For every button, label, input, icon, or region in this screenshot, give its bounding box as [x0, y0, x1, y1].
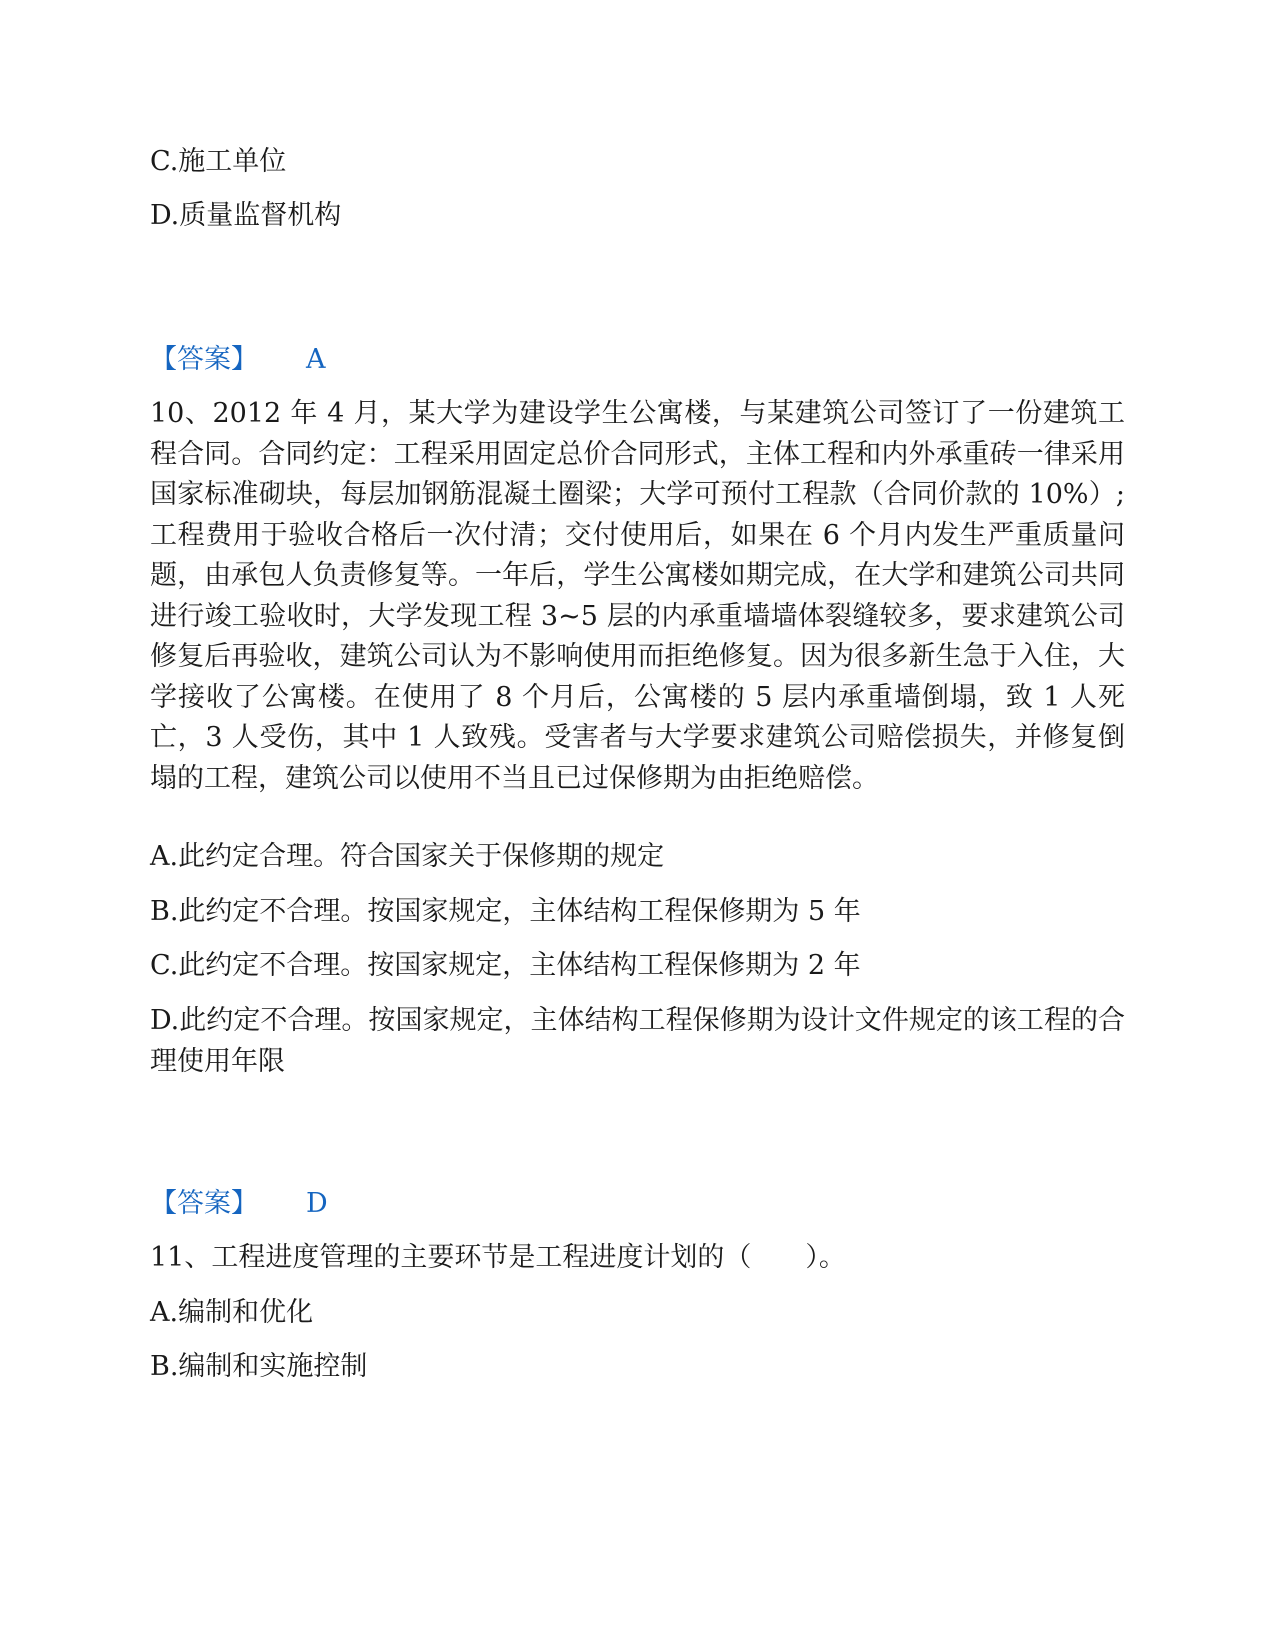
answer-tag: 【答案】: [150, 344, 258, 375]
answer-tag: 【答案】: [150, 1188, 258, 1219]
option-c-prev: C.施工单位: [150, 146, 287, 177]
question-11-stem: 11、工程进度管理的主要环节是工程进度计划的（ ）。: [150, 1242, 846, 1273]
answer-value: D: [306, 1188, 328, 1219]
question-10-option-d: D.此约定不合理。按国家规定，主体结构工程保修期为设计文件规定的该工程的合理使用年限: [150, 1005, 1125, 1077]
option-d-prev: D.质量监督机构: [150, 200, 342, 231]
question-11-option-a: A.编制和优化: [150, 1297, 314, 1328]
question-10-option-b: B.此约定不合理。按国家规定，主体结构工程保修期为 5 年: [150, 896, 861, 927]
question-10-option-a: A.此约定合理。符合国家关于保修期的规定: [150, 841, 665, 872]
answer-block-2: [150, 1184, 328, 1224]
question-10-option-c: C.此约定不合理。按国家规定，主体结构工程保修期为 2 年: [150, 950, 861, 981]
answer-value: A: [306, 344, 326, 375]
answer-block-1: [150, 340, 326, 380]
question-10-stem: 10、2012 年 4 月，某大学为建设学生公寓楼，与某建筑公司签订了一份建筑工程合同。合同约定：工程采用固定总价合同形式，主体工程和内外承重砖一律采用国家标准砌块，每层加钢筋混凝土圈梁；大学可预付工程款（合同价款的 10%）;工程费用于验收合格后一次付清；交付使用后，如果在 6 个月内发生严重质量问题，由承包人负责修复等。一年后，学生公寓楼如期完成，在大学和建筑公司共同进行竣工验收时，大学发现工程 3~5 层的内承重墙墙体裂缝较多，要求建筑公司修复后再验收，建筑公司认为不影响使用而拒绝修复。因为很多新生急于入住，大学接收了公寓楼。在使用了 8 个月后，公寓楼的 5 层内承重墙倒塌，致 1 人死亡，3 人受伤，其中 1 人致残。受害者与大学要求建筑公司赔偿损失，并修复倒塌的工程，建筑公司以使用不当且已过保修期为由拒绝赔偿。: [150, 398, 1125, 794]
question-11-option-b: B.编制和实施控制: [150, 1351, 368, 1382]
